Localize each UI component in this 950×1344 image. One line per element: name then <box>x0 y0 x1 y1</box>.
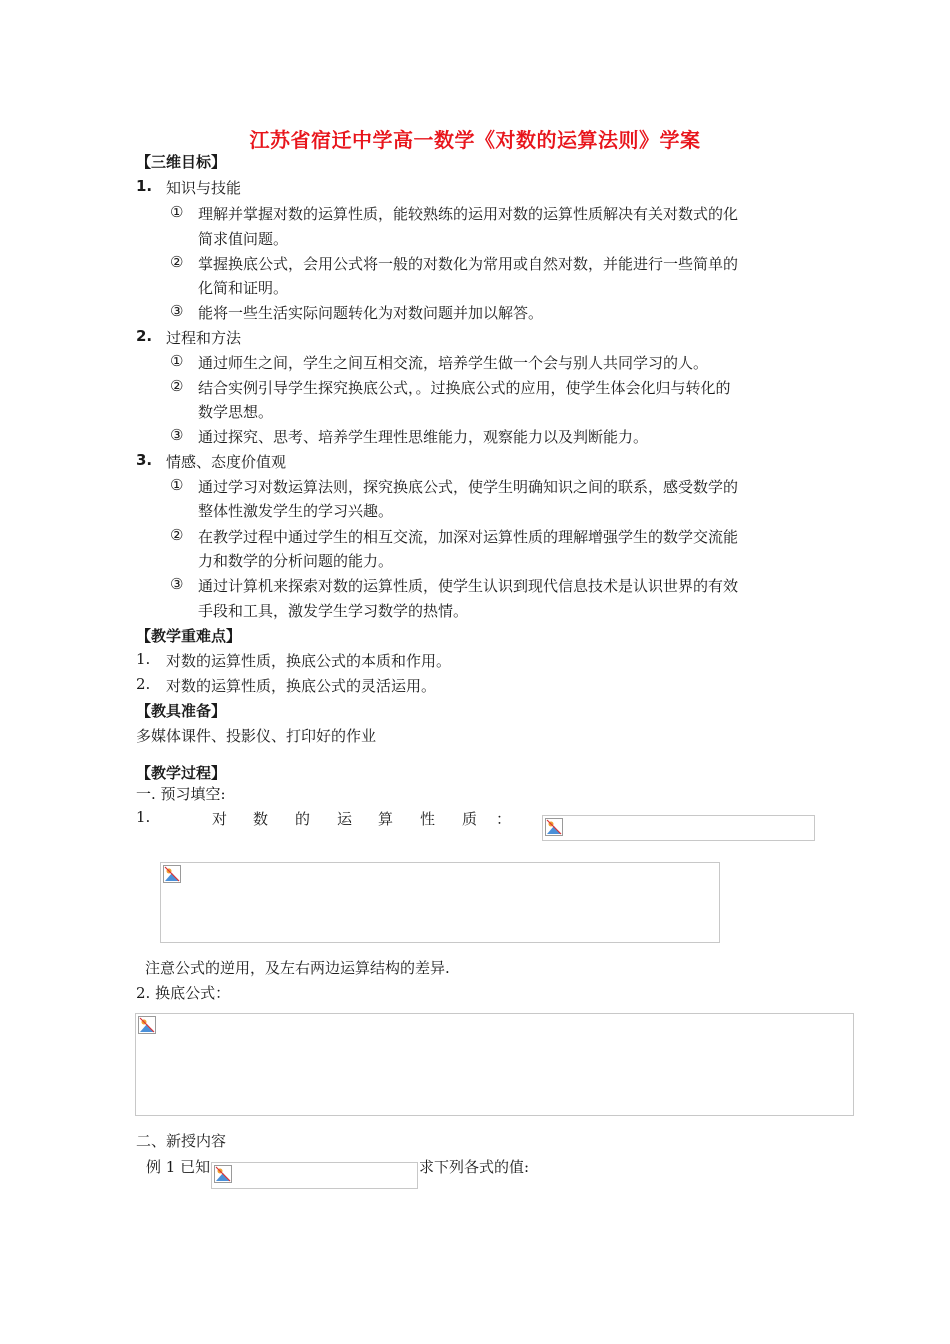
item-text-line: 通过学习对数运算法则，探究换底公式，使学生明确知识之间的联系，感受数学的 <box>198 478 739 496</box>
section-2-title: 过程和方法 <box>166 329 242 347</box>
item-mark: ③ <box>170 426 184 444</box>
item-mark: ① <box>170 352 184 370</box>
tools-text: 多媒体课件、投影仪、打印好的作业 <box>136 727 377 745</box>
note-text: 注意公式的逆用，及左右两边运算结构的差异. <box>145 959 450 977</box>
item-text-line: 能将一些生活实际问题转化为对数问题并加以解答。 <box>198 304 544 322</box>
key-point-text: 对数的运算性质，换底公式的本质和作用。 <box>166 652 452 670</box>
item-text-line: 结合实例引导学生探究换底公式，。过换底公式的应用，使学生体会化归与转化的 <box>198 379 731 397</box>
question-1-char: 性 <box>420 810 436 828</box>
item-mark: ② <box>170 526 184 544</box>
section-3-title: 情感、态度价值观 <box>166 453 287 471</box>
question-1-char: ： <box>496 810 512 828</box>
question-2-text: 2. 换底公式： <box>136 984 231 1002</box>
question-1-number: 1. <box>136 808 151 826</box>
item-text-line: 化简和证明。 <box>198 279 289 297</box>
key-point-number: 1. <box>136 650 151 668</box>
process-heading: 【教学过程】 <box>136 764 227 782</box>
broken-image-icon <box>163 865 181 883</box>
broken-image-icon <box>214 1165 232 1183</box>
item-text-line: 简求值问题。 <box>198 230 289 248</box>
item-mark: ③ <box>170 575 184 593</box>
example-prefix: 例 1 已知 <box>146 1158 211 1176</box>
item-text-line: 通过师生之间，学生之间互相交流，培养学生做一个会与别人共同学习的人。 <box>198 354 709 372</box>
section-2-number: 2. <box>136 327 153 345</box>
question-1-char: 数 <box>253 810 269 828</box>
item-text-line: 力和数学的分析问题的能力。 <box>198 552 394 570</box>
item-text-line: 在教学过程中通过学生的相互交流，加深对运算性质的理解增强学生的数学交流能 <box>198 528 739 546</box>
item-text-line: 通过计算机来探索对数的运算性质，使学生认识到现代信息技术是认识世界的有效 <box>198 577 739 595</box>
section-1-title: 知识与技能 <box>166 179 242 197</box>
tools-heading: 【教具准备】 <box>136 702 227 720</box>
section-3-number: 3. <box>136 451 153 469</box>
item-text-line: 手段和工具，激发学生学习数学的热情。 <box>198 602 469 620</box>
formula-image-placeholder <box>542 815 815 841</box>
key-point-text: 对数的运算性质，换底公式的灵活运用。 <box>166 677 437 695</box>
formula-image-placeholder <box>160 862 720 943</box>
objectives-heading: 【三维目标】 <box>136 153 227 171</box>
key-point-number: 2. <box>136 675 151 693</box>
item-mark: ② <box>170 253 184 271</box>
item-mark: ② <box>170 377 184 395</box>
section-1-number: 1. <box>136 177 153 195</box>
question-1-char: 质 <box>462 810 478 828</box>
item-text-line: 通过探究、思考、培养学生理性思维能力，观察能力以及判断能力。 <box>198 428 649 446</box>
item-text-line: 数学思想。 <box>198 403 274 421</box>
item-mark: ③ <box>170 302 184 320</box>
item-text-line: 掌握换底公式，会用公式将一般的对数化为常用或自然对数，并能进行一些简单的 <box>198 255 739 273</box>
question-1-char: 的 <box>295 810 311 828</box>
formula-image-placeholder <box>135 1013 854 1116</box>
new-content-heading: 二、新授内容 <box>136 1132 227 1150</box>
item-mark: ① <box>170 476 184 494</box>
question-1-char: 对 <box>212 810 228 828</box>
preview-heading: 一. 预习填空: <box>136 785 226 803</box>
formula-image-placeholder <box>211 1162 418 1189</box>
broken-image-icon <box>545 818 563 836</box>
question-1-char: 运 <box>337 810 353 828</box>
question-1-char: 算 <box>378 810 394 828</box>
item-text-line: 整体性激发学生的学习兴趣。 <box>198 502 394 520</box>
item-text-line: 理解并掌握对数的运算性质，能较熟练的运用对数的运算性质解决有关对数式的化 <box>198 205 739 223</box>
key-points-heading: 【教学重难点】 <box>136 627 242 645</box>
document-title: 江苏省宿迁中学高一数学《对数的运算法则》学案 <box>249 128 701 152</box>
example-suffix: 求下列各式的值: <box>419 1158 530 1176</box>
broken-image-icon <box>138 1016 156 1034</box>
item-mark: ① <box>170 203 184 221</box>
